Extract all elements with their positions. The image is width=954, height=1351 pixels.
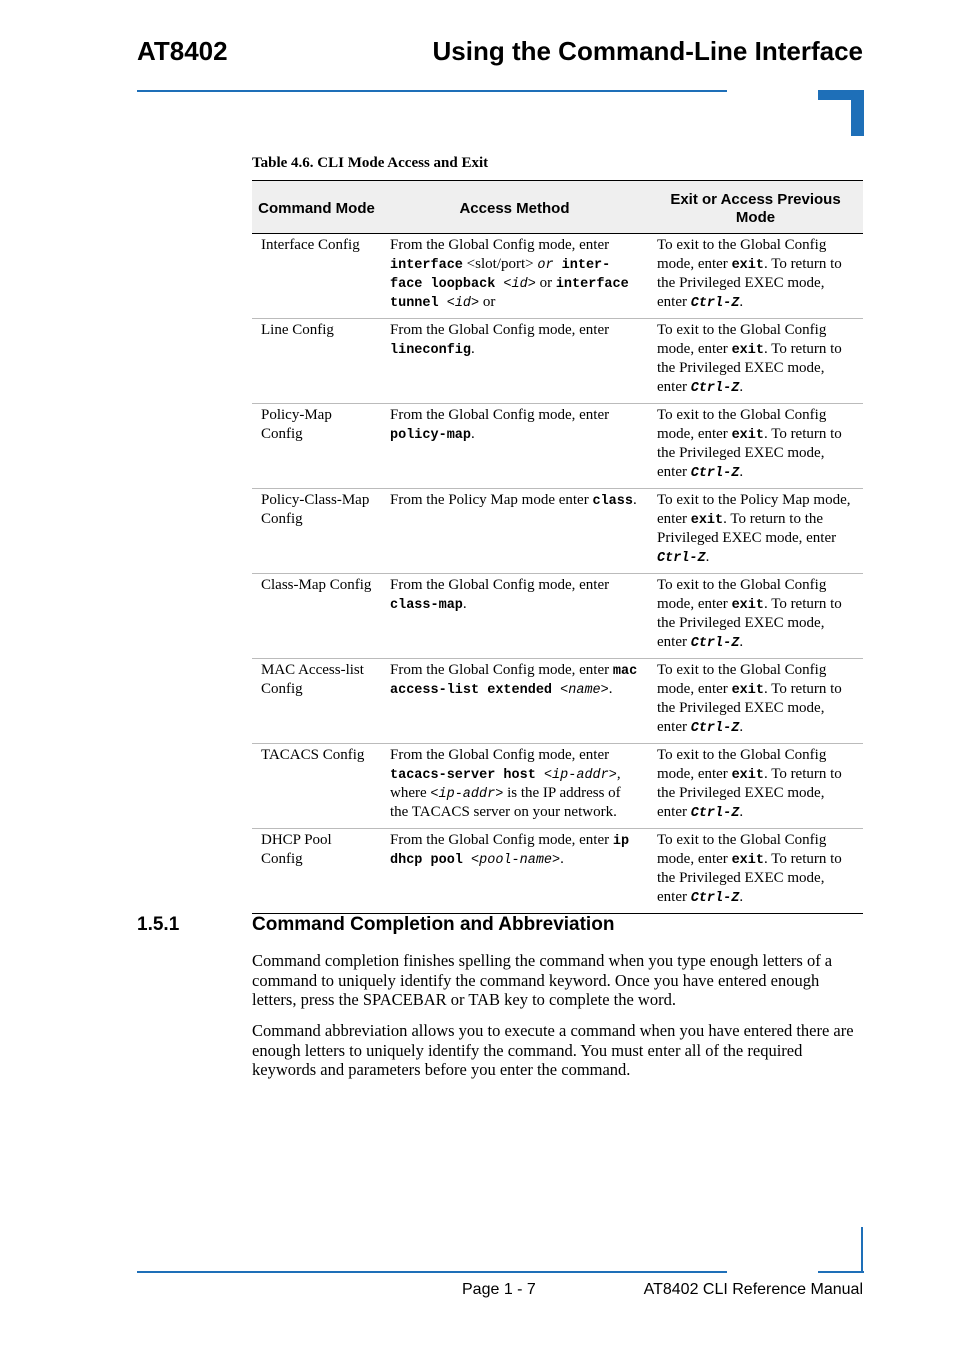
column-header-exit: Exit or Access Previous Mode [648, 181, 863, 234]
text-run: From the Global Config mode, enter [390, 322, 610, 338]
command-token: exit [731, 258, 764, 273]
cell-access-method [381, 829, 648, 914]
text-run: From the Global Config mode, enter [390, 832, 613, 848]
command-token: exit [731, 768, 764, 783]
text-run: From the Global Config mode, enter [390, 407, 610, 423]
text-run: . [739, 464, 744, 480]
footer-rule [137, 1271, 727, 1273]
cell-mode: MAC Access-list Config [252, 659, 381, 744]
cli-mode-table [252, 180, 863, 914]
command-token: or [537, 258, 554, 273]
command-token: class [592, 494, 633, 509]
command-token: <name> [560, 683, 609, 698]
command-token: Ctrl-Z [690, 381, 740, 396]
text-run: From the Global Config mode, enter [390, 747, 610, 763]
cell-access-method [381, 404, 648, 489]
table-row [252, 744, 863, 829]
command-token: Ctrl-Z [690, 806, 740, 821]
command-token: exit [731, 428, 764, 443]
footer-corner-horizontal [818, 1271, 864, 1273]
command-token: Ctrl-Z [690, 721, 740, 736]
command-token: exit [731, 853, 764, 868]
command-token: exit [731, 683, 764, 698]
table-row [252, 829, 863, 914]
command-token: inter-face loopback [390, 258, 611, 292]
table-row [252, 404, 863, 489]
text-run: . [739, 634, 744, 650]
command-token: Ctrl-Z [690, 636, 740, 651]
text-run: . To return to the Privileged EXEC mode, enter [657, 511, 837, 546]
cell-access-method [381, 234, 648, 319]
command-token: class-map [390, 598, 463, 613]
text-run: . [632, 492, 637, 508]
text-run: . To return to the Privileged EXEC mode, enter [657, 681, 842, 735]
command-token: exit [731, 598, 764, 613]
text-run: <slot/port> [462, 256, 538, 272]
cell-exit-method [648, 574, 863, 659]
table-row [252, 319, 863, 404]
command-token: policy-map [390, 428, 472, 443]
cell-access-method [381, 489, 648, 574]
cell-access-method [381, 574, 648, 659]
text-run: . [739, 719, 744, 735]
cell-mode: TACACS Config [252, 744, 381, 829]
command-token: Ctrl-Z [657, 551, 706, 566]
text-run: To exit to the Global Config mode, enter [657, 577, 827, 612]
text-run: or [479, 294, 496, 310]
text-run: From the Global Config mode, enter [390, 577, 610, 593]
text-run: . To return to the Privileged EXEC mode, enter [657, 766, 842, 820]
cell-mode: Class-Map Config [252, 574, 381, 659]
cell-mode: DHCP Pool Config [252, 829, 381, 914]
command-token: <id> [503, 277, 536, 292]
command-token: <ip-addr> [430, 787, 504, 802]
cell-access-method [381, 659, 648, 744]
header-rule [137, 90, 727, 92]
cell-access-method [381, 319, 648, 404]
text-run: To exit to the Global Config mode, enter [657, 322, 827, 357]
text-run: . [560, 851, 564, 867]
column-header-access: Access Method [381, 181, 648, 234]
text-run: . To return to the Privileged EXEC mode, enter [657, 256, 842, 310]
text-run: To exit to the Policy Map mode, enter [657, 492, 851, 527]
text-run: . [739, 379, 744, 395]
text-run: . [471, 341, 475, 357]
text-run: . [462, 596, 467, 612]
text-run: From the Policy Map mode enter [390, 492, 593, 508]
cell-mode: Policy-Class-Map Config [252, 489, 381, 574]
text-run: . To return to the Privileged EXEC mode, enter [657, 851, 842, 905]
command-token: exit [731, 343, 764, 358]
paragraph-abbreviation: Command abbreviation allows you to execute a command when you have entered there are enough letters to uniquely identify the command. You must enter all of the required keywords and parameters before you enter the command. [252, 1021, 854, 1079]
cell-mode: Policy-Map Config [252, 404, 381, 489]
text-run: . To return to the Privileged EXEC mode, enter [657, 341, 842, 395]
cell-exit-method [648, 744, 863, 829]
text-run: is the IP address of the TACACS server on your network. [390, 785, 621, 820]
text-run: To exit to the Global Config mode, enter [657, 237, 827, 272]
text-run: . To return to the Privileged EXEC mode, enter [657, 596, 842, 650]
text-run: . [739, 294, 744, 310]
command-token: interface [390, 258, 463, 273]
cell-exit-method [648, 234, 863, 319]
command-token: interface tunnel [390, 277, 629, 311]
command-token: Ctrl-Z [690, 891, 740, 906]
header-product: AT8402 [137, 36, 228, 66]
text-run: To exit to the Global Config mode, enter [657, 407, 827, 442]
text-run: To exit to the Global Config mode, enter [657, 832, 827, 867]
cell-exit-method [648, 829, 863, 914]
cell-exit-method [648, 319, 863, 404]
text-run: To exit to the Global Config mode, enter [657, 662, 827, 697]
table-header-row [252, 181, 863, 234]
command-token: <ip-addr> [543, 768, 617, 783]
text-run: . [471, 426, 475, 442]
command-token: lineconfig [390, 343, 472, 358]
section-title: Command Completion and Abbreviation [252, 914, 615, 935]
paragraph-completion: Command completion finishes spelling the command when you type enough letters of a command to uniquely identify the command keyword. Once you have entered enough letters, press the SPACEBAR or TAB key to complete the word. [252, 951, 833, 1009]
cell-exit-method [648, 659, 863, 744]
text-run: . [739, 804, 744, 820]
command-token: tacacs-server host [390, 768, 544, 783]
text-run: To exit to the Global Config mode, enter [657, 747, 827, 782]
table-row [252, 574, 863, 659]
command-token: Ctrl-Z [690, 296, 740, 311]
command-token: mac access-list extended [390, 664, 638, 698]
command-token: Ctrl-Z [690, 466, 740, 481]
page-number: Page 1 - 7 [462, 1281, 536, 1298]
cell-exit-method [648, 489, 863, 574]
text-run: or [535, 275, 556, 291]
cell-mode: Line Config [252, 319, 381, 404]
table-row [252, 659, 863, 744]
command-token: exit [690, 513, 724, 528]
corner-mark-vertical [851, 90, 864, 136]
command-token: <id> [446, 296, 480, 311]
column-header-mode: Command Mode [252, 181, 381, 234]
table-caption: Table 4.6. CLI Mode Access and Exit [252, 155, 489, 171]
footer-corner-vertical [861, 1227, 863, 1273]
text-run: , where [390, 766, 621, 801]
text-run: . To return to the Privileged EXEC mode, enter [657, 426, 842, 480]
manual-title: AT8402 CLI Reference Manual [643, 1281, 863, 1298]
cell-access-method [381, 744, 648, 829]
text-run: . [739, 889, 744, 905]
text-run: . [608, 681, 613, 697]
section-number: 1.5.1 [137, 914, 180, 935]
cell-mode: Interface Config [252, 234, 381, 319]
command-token: ip dhcp pool [390, 834, 630, 868]
table-row [252, 489, 863, 574]
table-row [252, 234, 863, 319]
text-run: . [705, 549, 710, 565]
header-chapter-title: Using the Command-Line Interface [432, 36, 863, 66]
command-token: <pool-name> [471, 853, 561, 868]
text-run: From the Global Config mode, enter [390, 237, 610, 253]
text-run: From the Global Config mode, enter [390, 662, 613, 678]
cell-exit-method [648, 404, 863, 489]
